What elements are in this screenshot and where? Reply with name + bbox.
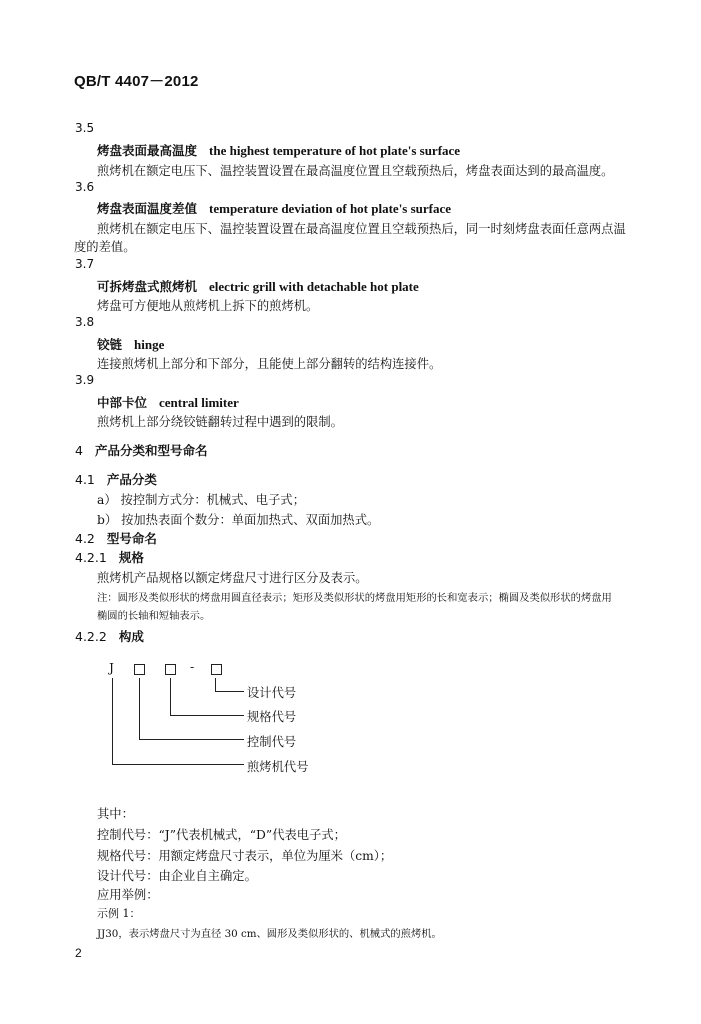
- list-item: b） 按加热表面个数分：单面加热式、双面加热式。: [97, 513, 380, 527]
- dash-separator: -: [190, 660, 195, 674]
- connector-line: [112, 678, 113, 765]
- definition-text: 煎烤机在额定电压下、温控装置设置在最高温度位置且空载预热后，烤盘表面达到的最高温度。: [97, 164, 614, 178]
- subsection-heading: [75, 470, 157, 488]
- term-entry: [97, 393, 239, 411]
- connector-line: [170, 715, 244, 716]
- subsubsection-number: 4.2.1: [75, 550, 107, 565]
- note-line: 注：圆形及类似形状的烤盘用圆直径表示；矩形及类似形状的烤盘用矩形的长和宽表示；椭圆及类似形状的烤盘用: [97, 592, 612, 604]
- connector-line: [139, 678, 140, 740]
- clause-number: 3.8: [75, 315, 95, 329]
- subsubsection-heading: [75, 627, 144, 645]
- term-en: the highest temperature of hot plate's surface: [209, 143, 461, 158]
- subsection-heading: [75, 529, 157, 547]
- list-item: a） 按控制方式分：机械式、电子式；: [97, 493, 305, 507]
- standard-code: QB/T 4407－2012: [74, 73, 199, 90]
- definition-text: 煎烤机上部分绕铰链翻转过程中遇到的限制。: [97, 415, 343, 429]
- subsection-title: 型号命名: [106, 531, 157, 546]
- control-code-box: [134, 664, 145, 675]
- term-en: central limiter: [159, 395, 239, 410]
- product-code-label: 煎烤机代号: [247, 760, 309, 774]
- subsection-number: 4.1: [75, 472, 95, 487]
- design-code-label: 设计代号: [247, 686, 297, 700]
- term-cn: 烤盘表面最高温度: [97, 143, 198, 158]
- term-cn: 铰链: [97, 337, 123, 352]
- term-cn: 中部卡位: [97, 395, 148, 410]
- definition-text: 连接煎烤机上部分和下部分，且能使上部分翻转的结构连接件。: [97, 357, 442, 371]
- explanation-line: 其中：: [97, 807, 134, 821]
- size-code-label: 规格代号: [247, 710, 297, 724]
- clause-number: 3.6: [75, 180, 95, 194]
- term-en: temperature deviation of hot plate's surface: [209, 201, 452, 216]
- term-entry: [97, 335, 164, 353]
- prefix-letter: J: [109, 661, 114, 675]
- explanation-line: 控制代号：“J”代表机械式，“D”代表电子式；: [97, 828, 346, 842]
- explanation-line: 设计代号：由企业自主确定。: [97, 869, 257, 883]
- subsection-title: 产品分类: [106, 472, 157, 487]
- subsubsection-title: 规格: [118, 550, 144, 565]
- page-number: 2: [75, 946, 82, 960]
- subsubsection-heading: [75, 548, 144, 566]
- term-entry: [97, 277, 419, 295]
- explanation-line: 应用举例：: [97, 888, 159, 902]
- subsubsection-title: 构成: [118, 629, 144, 644]
- subsection-number: 4.2: [75, 531, 95, 546]
- term-en: hinge: [134, 337, 165, 352]
- connector-line: [112, 764, 244, 765]
- term-entry: [97, 199, 451, 217]
- section-heading: [75, 441, 207, 459]
- subsubsection-number: 4.2.2: [75, 629, 107, 644]
- term-en: electric grill with detachable hot plate: [209, 279, 419, 294]
- section-number: 4: [75, 443, 83, 458]
- example-title: 示例 1：: [97, 907, 141, 920]
- connector-line: [139, 739, 244, 740]
- clause-number: 3.9: [75, 373, 95, 387]
- design-code-box: [211, 664, 222, 675]
- definition-text: 烤盘可方便地从煎烤机上拆下的煎烤机。: [97, 299, 319, 313]
- term-cn: 烤盘表面温度差值: [97, 201, 198, 216]
- clause-number: 3.5: [75, 121, 95, 135]
- connector-line: [170, 678, 171, 716]
- explanation-line: 规格代号：用额定烤盘尺寸表示，单位为厘米（cm）；: [97, 849, 393, 863]
- size-code-box: [165, 664, 176, 675]
- note-line-cont: 椭圆的长轴和短轴表示。: [97, 610, 211, 622]
- clause-number: 3.7: [75, 257, 95, 271]
- control-code-label: 控制代号: [247, 735, 297, 749]
- connector-line: [215, 691, 244, 692]
- term-cn: 可拆烤盘式煎烤机: [97, 279, 198, 294]
- term-entry: [97, 141, 460, 159]
- definition-text: 煎烤机在额定电压下、温控装置设置在最高温度位置且空载预热后，同一时刻烤盘表面任意两点温: [97, 222, 626, 236]
- section-title: 产品分类和型号命名: [94, 443, 208, 458]
- connector-line: [215, 678, 216, 692]
- spec-text: 煎烤机产品规格以额定烤盘尺寸进行区分及表示。: [97, 571, 368, 585]
- example-text: JJ30，表示烤盘尺寸为直径 30 cm、圆形及类似形状的、机械式的煎烤机。: [97, 928, 442, 940]
- definition-text-cont: 度的差值。: [74, 240, 136, 254]
